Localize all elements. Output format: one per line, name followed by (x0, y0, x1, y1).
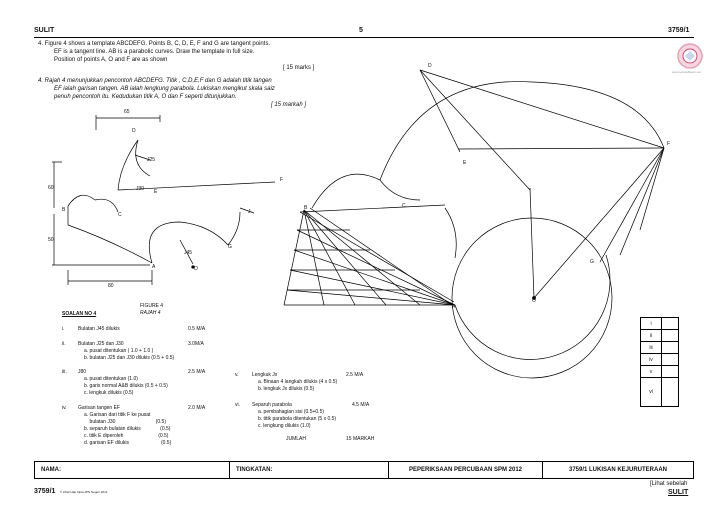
scheme-left-3-num: iii. (62, 369, 67, 375)
scheme-right-2-text: Separuh parabola (252, 402, 292, 408)
side-box-5: v (640, 365, 662, 378)
question-en-line-1: 4. Figure 4 shows a template ABCDEFG. Points B, C, D, E, F and G are tangent points. (38, 41, 271, 47)
footer-copyright: © 2012 Hak Cipta JPN Negeri 2012 (60, 490, 108, 494)
scheme-left-2-sub-2: b. bulatan J25 dan J30 dilukis (0.5 + 0.5) (84, 355, 175, 361)
fig-dim-60: 60 (48, 185, 54, 191)
scheme-right-1-sub-2: b. lengkuk Jx dilukis (0.5) (258, 386, 315, 392)
draw-point-f: F (667, 141, 671, 147)
question-en-line-3: Position of points A, O and F are as shown (54, 57, 168, 63)
scheme-left-1-text: Bulatan J45 dilukis (78, 326, 120, 332)
scheme-left-3-sub-1: a. pusat ditentukan (1.0) (84, 376, 138, 382)
fig-dim-50: 50 (48, 237, 54, 243)
fig-point-d: D (132, 128, 136, 134)
footer-subject: 3759/1 LUKISAN KEJURUTERAAN (542, 461, 694, 479)
footer-tingkatan: TINGKATAN: (229, 461, 389, 479)
fig-point-o: O (194, 266, 198, 272)
fig-point-f: F (280, 177, 284, 183)
fig-point-a: A (152, 264, 156, 270)
scheme-right-1-mark: 2.5 M/A (346, 372, 364, 378)
scheme-left-4-sub-3: b. separuh bulatan dilukis (0.5) (84, 426, 171, 432)
fig-point-e: E (154, 189, 158, 195)
scheme-right-1-num: v. (235, 372, 239, 378)
draw-point-g: G (590, 259, 594, 265)
scheme-left-1-num: i. (62, 326, 65, 332)
side-box-3: iii (640, 341, 662, 354)
scheme-left-2-num: ii. (62, 341, 66, 347)
scheme-left-4-text: Garisan tangen EF (78, 405, 120, 411)
scheme-left-2-sub-1: a. pusat ditentukan ( 1.0 + 1.0 ) (84, 348, 154, 354)
fig-dim-j30: J30 (136, 186, 145, 192)
question-en-line-2: EF is a tangent line. AB is a parabolic curves. Draw the template in full size. (54, 49, 255, 55)
fig-dim-j45: J45 (184, 250, 193, 256)
scheme-left-3-mark: 2.5 M/A (188, 369, 206, 375)
scheme-right-2-sub-1: a. pembahagian sisi (0.5+0.5) (258, 409, 325, 415)
fig-point-g: G (228, 244, 232, 250)
scheme-title: SOALAN NO 4 (62, 311, 97, 317)
side-box-4: iv (640, 353, 662, 366)
draw-point-b: B (304, 205, 308, 211)
scheme-right-2-mark: 4.5 M/A (352, 402, 370, 408)
fig-point-b: B (62, 207, 66, 213)
question-ms-line-2: EF ialah garisan tangen. AB ialah lengkung parabola. Lukiskan mengikut skala saiz (54, 86, 275, 92)
watermark-text: www.sekolahkami.net (672, 70, 701, 74)
footer-exam: PEPERIKSAAN PERCUBAAN SPM 2012 (388, 461, 543, 479)
draw-point-e: E (463, 160, 467, 166)
scheme-right-2-sub-2: b. titik parabola ditentukan (5 x 0.5) (258, 416, 337, 422)
scheme-left-3-text: J80 (78, 369, 87, 375)
footer-nama: NAMA: (34, 461, 230, 479)
header-code: 3759/1 (668, 27, 690, 34)
scheme-left-4-sub-4: c. titik E diperoleh (0.5) (84, 433, 169, 439)
scheme-right-2-num: vi. (235, 402, 240, 408)
draw-point-c: C (402, 203, 406, 209)
scheme-left-3-sub-2: b. garis normal A&B dilukis (0.5 + 0.5) (84, 383, 168, 389)
footer-sulit: SULIT (668, 489, 689, 496)
scheme-left-4-num: iv. (62, 405, 67, 411)
scheme-right-2-sub-3: c. lengkung dilukis (1.0) (258, 423, 311, 429)
scheme-left-4-sub-5: d. garisan EF dilukis (0.5) (84, 440, 172, 446)
scheme-left-2-mark: 3.0M/A (188, 341, 204, 347)
draw-point-a: A (452, 304, 456, 310)
figure-caption-en: FIGURE 4 (140, 303, 164, 309)
scheme-right-1-sub-1: a. Binaan 4 langkah dilukis (4 x 0.5) (258, 379, 338, 385)
footer-code: 3759/1 (34, 488, 56, 495)
question-ms-line-3: penuh pencontoh itu. Kedudukan titik A, O dan F seperti ditunjukkan. (54, 94, 237, 100)
scheme-total-label: JUMLAH (286, 436, 307, 442)
header-page-number: 5 (359, 27, 363, 34)
side-box-1: i (640, 317, 662, 330)
question-ms-line-1: 4. Rajah 4 menunjukkan pencontoh ABCDEFG. Titik , C,D,E,F dan G adalah titik tangen (38, 78, 272, 84)
draw-point-o: O (532, 298, 536, 304)
question-ms-marks: [ 15 markah ] (271, 102, 307, 108)
fig-dim-j25: J25 (147, 157, 156, 163)
fig-dim-80: 80 (108, 283, 114, 289)
question-en-marks: [ 15 marks ] (283, 65, 315, 71)
side-box-6b (661, 377, 679, 407)
scheme-left-1-mark: 0.5 M/A (188, 326, 206, 332)
footer-lihat: [Lihat sebelah (650, 481, 688, 487)
scheme-left-3-sub-3: c. lengkuk dilukis (0.5) (84, 390, 134, 396)
header-sulit: SULIT (34, 27, 55, 34)
scheme-total-value: 15 MARKAH (346, 436, 375, 442)
fig-point-c: C (118, 212, 122, 218)
figure-caption-ms: RAJAH 4 (140, 310, 161, 316)
fig-dim-65: 65 (124, 109, 130, 115)
scheme-left-4-mark: 2.0 M/A (188, 405, 206, 411)
scheme-left-4-sub-1: a. Garisan dari titik F ke pusat (84, 412, 151, 418)
scheme-left-2-text: Bulatan J25 dan J30 (78, 341, 124, 347)
side-box-2: ii (640, 329, 662, 342)
draw-point-d: D (428, 63, 432, 69)
fig-dim-j: J (248, 209, 251, 215)
side-box-6: vi (640, 377, 662, 407)
scheme-left-4-sub-2: bulatan J30 (0.5) (84, 419, 166, 425)
scheme-right-1-text: Lengkuk Jx (252, 372, 278, 378)
